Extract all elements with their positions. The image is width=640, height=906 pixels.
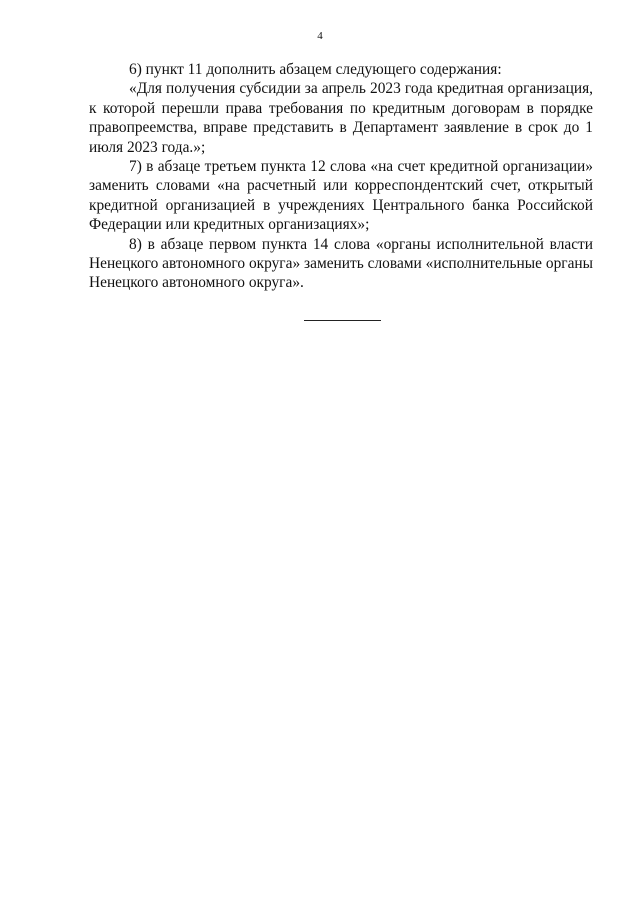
document-body — [89, 60, 593, 293]
end-separator-line — [304, 320, 381, 321]
paragraph-item-8: 8) в абзаце первом пункта 14 слова «органы исполнительной власти Ненецкого автономного округа» заменить словами «исполнительные органы Ненецкого автономного округа». — [89, 235, 593, 292]
page-number: 4 — [317, 30, 323, 42]
paragraph-quote: «Для получения субсидии за апрель 2023 года кредитная организация, к которой перешли права требования по кредитным договорам в порядке правопреемства, вправе представить в Департамент заявление в срок до 1 июля 2023 года.»; — [89, 80, 593, 156]
paragraph-item-7: 7) в абзаце третьем пункта 12 слова «на счет кредитной организации» заменить словами «на расчетный или корреспондентский счет, открытый кредитной организацией в учреждениях Центрального банка Российской Федерации или кредитных организациях»; — [89, 158, 593, 234]
paragraph-item-6: 6) пункт 11 дополнить абзацем следующего содержания: — [129, 61, 502, 78]
